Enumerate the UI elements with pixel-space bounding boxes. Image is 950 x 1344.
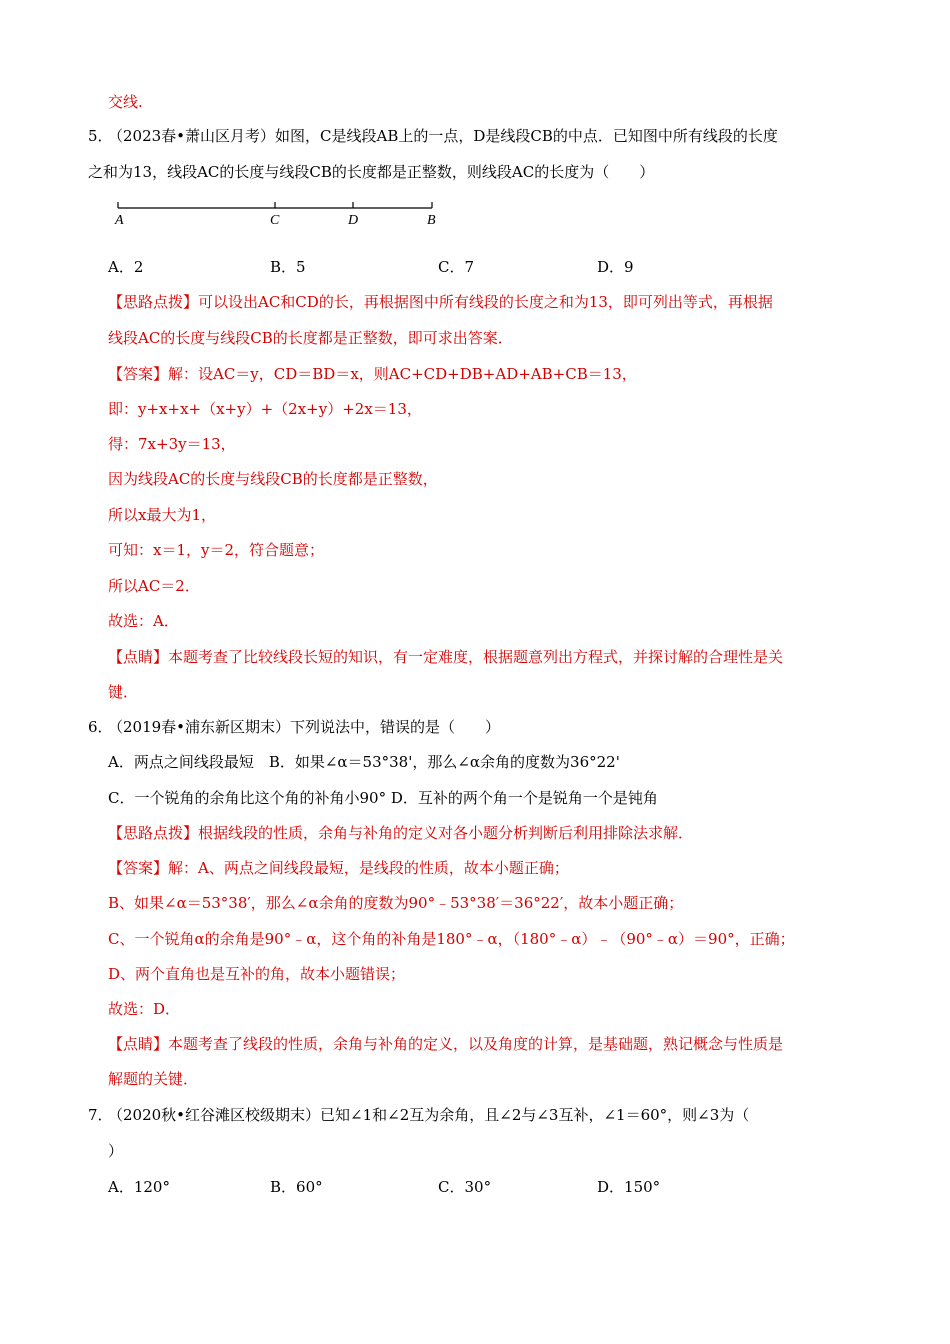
label-a: A (115, 213, 124, 228)
q6-comment-line2: 解题的关键． (108, 1070, 199, 1088)
q5-stem-line2: 之和为13，线段AC的长度与线段CB的长度都是正整数，则线段AC的长度为（ ） (88, 163, 655, 181)
q6-answer-line4: D、两个直角也是互补的角，故本小题错误； (108, 965, 406, 983)
q5-answer-line7: 所以AC＝2． (108, 577, 200, 595)
q5-comment-line1: 【点睛】本题考查了比较线段长短的知识，有一定难度，根据题意列出方程式，并探讨解的合理性是关 (108, 648, 784, 666)
q5-comment-line2: 键． (108, 683, 139, 701)
q5-answer-line1: 【答案】解：设AC＝y，CD＝BD＝x，则AC+CD+DB+AD+AB+CB＝13， (108, 365, 637, 383)
q7-option-a: A．120° (108, 1178, 170, 1196)
q5-answer-line2: 即：y+x+x+（x+y）+（2x+y）+2x＝13， (108, 400, 422, 418)
q6-answer-line5: 故选：D． (108, 1000, 181, 1018)
q5-segment-figure (110, 198, 450, 230)
q5-option-a: A．2 (108, 258, 144, 276)
label-b: B (427, 213, 436, 228)
q6-answer-line1: 【答案】解：A、两点之间线段最短，是线段的性质，故本小题正确； (108, 859, 569, 877)
q5-answer-line4: 因为线段AC的长度与线段CB的长度都是正整数， (108, 470, 438, 488)
q5-option-b: B．5 (270, 258, 306, 276)
q6-comment-line1: 【点睛】本题考查了线段的性质，余角与补角的定义，以及角度的计算，是基础题，熟记概念与性质是 (108, 1035, 784, 1053)
q7-stem-line1: （2020秋•红谷滩区校级期末）已知∠1和∠2互为余角，且∠2与∠3互补，∠1＝60°，则∠3为（ (108, 1106, 750, 1124)
label-c: C (270, 213, 280, 228)
q5-analysis-line1: 【思路点拨】可以设出AC和CD的长，再根据图中所有线段的长度之和为13，即可列出等式，再根据 (108, 293, 773, 311)
q6-answer-line2: B、如果∠α＝53°38′，那么∠α余角的度数为90°﹣53°38′＝36°22′，故本小题正确； (108, 894, 684, 912)
q5-stem-line1: （2023春•萧山区月考）如图，C是线段AB上的一点，D是线段CB的中点．已知图中所有线段的长度 (108, 127, 778, 145)
q6-options-line2: C．一个锐角的余角比这个角的补角小90° D．互补的两个角一个是锐角一个是钝角 (108, 789, 658, 807)
q7-option-d: D．150° (597, 1178, 661, 1196)
continued-text: 交线. (108, 93, 143, 111)
q5-number: 5． (88, 127, 113, 145)
q5-option-c: C．7 (438, 258, 475, 276)
q7-number: 7． (88, 1106, 113, 1124)
label-d: D (348, 213, 359, 228)
q5-option-d: D．9 (597, 258, 634, 276)
q5-answer-line3: 得：7x+3y＝13， (108, 435, 236, 453)
q7-option-b: B．60° (270, 1178, 323, 1196)
q5-analysis-line2: 线段AC的长度与线段CB的长度都是正整数，即可求出答案． (108, 329, 513, 347)
q6-stem: （2019春•浦东新区期末）下列说法中，错误的是（ ） (108, 718, 501, 736)
q6-options-line1: A．两点之间线段最短 B．如果∠α＝53°38'，那么∠α余角的度数为36°22' (108, 753, 620, 771)
q6-answer-line3: C、一个锐角α的余角是90°﹣α，这个角的补角是180°﹣α，（180°﹣α）﹣（90°﹣α）＝90°，正确； (108, 930, 795, 948)
q7-option-c: C．30° (438, 1178, 492, 1196)
q5-answer-line5: 所以x最大为1， (108, 506, 217, 524)
q6-analysis: 【思路点拨】根据线段的性质，余角与补角的定义对各小题分析判断后利用排除法求解． (108, 824, 694, 842)
q5-answer-line6: 可知：x＝1，y＝2，符合题意； (108, 541, 325, 559)
q5-answer-line8: 故选：A． (108, 612, 179, 630)
q6-number: 6． (88, 718, 113, 736)
q7-stem-line2: ） (108, 1142, 124, 1160)
